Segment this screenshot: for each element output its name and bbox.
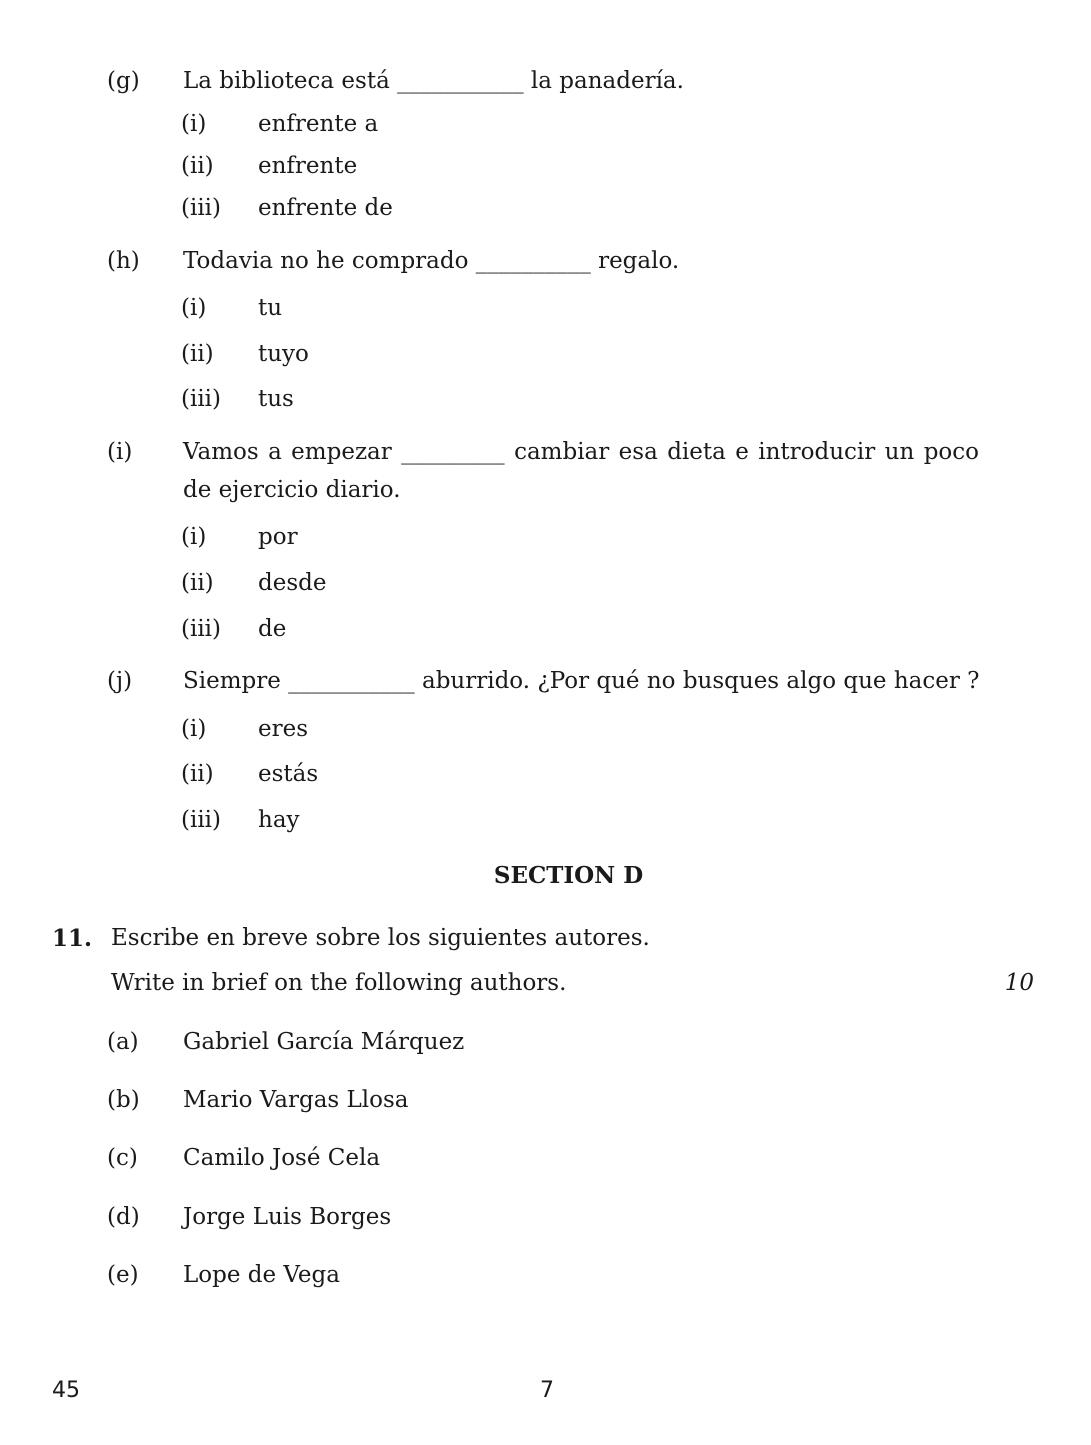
question-text-english: Write in brief on the following authors. xyxy=(111,970,567,996)
option-label: (i) xyxy=(181,295,207,321)
option-text: enfrente xyxy=(258,153,358,179)
question-text: Siempre ___________ aburrido. ¿Por qué no busques algo que hacer ? xyxy=(183,668,980,694)
question-text: La biblioteca está ___________ la panadería. xyxy=(183,68,684,94)
option-text: estás xyxy=(258,761,319,787)
option-label: (iii) xyxy=(181,807,222,833)
paper-code: 45 xyxy=(52,1378,80,1403)
author-name: Camilo José Cela xyxy=(183,1145,381,1171)
author-label: (e) xyxy=(107,1262,139,1288)
option-label: (ii) xyxy=(181,761,214,787)
author-label: (d) xyxy=(107,1204,140,1230)
question-label: (j) xyxy=(107,668,133,694)
option-text: desde xyxy=(258,570,327,596)
question-number: 11. xyxy=(52,925,93,952)
question-text-line2: de ejercicio diario. xyxy=(183,477,401,503)
author-name: Mario Vargas Llosa xyxy=(183,1087,409,1113)
author-label: (a) xyxy=(107,1029,139,1055)
option-text: por xyxy=(258,524,298,550)
option-label: (i) xyxy=(181,716,207,742)
author-name: Gabriel García Márquez xyxy=(183,1029,465,1055)
question-text-spanish: Escribe en breve sobre los siguientes autores. xyxy=(111,925,650,951)
question-text-line1: Vamos a empezar _________ cambiar esa dieta e introducir un poco xyxy=(183,439,979,465)
option-label: (ii) xyxy=(181,341,214,367)
author-name: Jorge Luis Borges xyxy=(183,1204,392,1230)
question-text: Todavia no he comprado __________ regalo. xyxy=(183,248,680,274)
option-text: eres xyxy=(258,716,309,742)
question-label: (i) xyxy=(107,439,133,465)
option-label: (iii) xyxy=(181,386,222,412)
option-label: (i) xyxy=(181,111,207,137)
author-name: Lope de Vega xyxy=(183,1262,340,1288)
option-label: (ii) xyxy=(181,570,214,596)
author-label: (c) xyxy=(107,1145,138,1171)
author-label: (b) xyxy=(107,1087,140,1113)
option-label: (i) xyxy=(181,524,207,550)
option-text: de xyxy=(258,616,287,642)
option-text: hay xyxy=(258,807,300,833)
section-title: SECTION D xyxy=(493,862,644,889)
option-label: (iii) xyxy=(181,616,222,642)
question-label: (h) xyxy=(107,248,140,274)
option-text: tuyo xyxy=(258,341,309,367)
page-number: 7 xyxy=(540,1378,554,1403)
option-text: tus xyxy=(258,386,294,412)
option-text: tu xyxy=(258,295,283,321)
option-text: enfrente de xyxy=(258,195,393,221)
question-marks: 10 xyxy=(1004,970,1034,996)
option-label: (ii) xyxy=(181,153,214,179)
option-label: (iii) xyxy=(181,195,222,221)
question-label: (g) xyxy=(107,68,140,94)
option-text: enfrente a xyxy=(258,111,379,137)
